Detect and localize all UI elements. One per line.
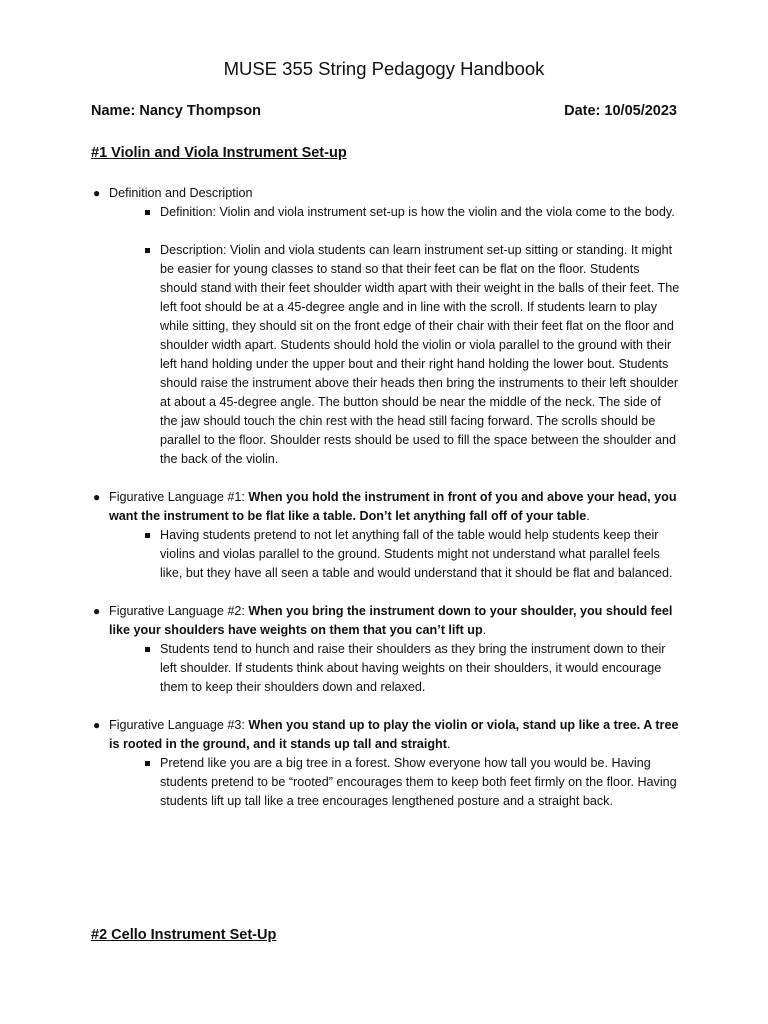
explanation-text: Having students pretend to not let anything fall of the table would help students keep their violins and violas parallel to the ground. Students might not understand what parallel feels like, but they have all seen a table and would understand that it should be flat and balanced. <box>160 528 673 580</box>
sub-item-description <box>109 241 680 469</box>
list-item-definition-description <box>91 184 680 469</box>
figurative-quote: When you hold the instrument in front of you and above your head, you want the instrument to be flat like a table. Don’t let anything fall off of your table <box>109 490 677 523</box>
explanation-text: Students tend to hunch and raise their shoulders as they bring the instrument down to their left shoulder. If students think about having weights on their shoulders, it would encourage them to keep their shoulders down and relaxed. <box>160 642 666 694</box>
square-bullet-icon <box>145 647 150 652</box>
sub-item-explanation <box>109 526 680 583</box>
square-bullet-icon <box>145 761 150 766</box>
figurative-end: . <box>446 737 451 751</box>
figurative-end: . <box>586 509 590 523</box>
figurative-quote: When you stand up to play the violin or viola, stand up like a tree. A tree is rooted in the ground, and it stands up tall and straight <box>109 718 679 751</box>
description-text: Description: Violin and viola students can learn instrument set-up sitting or standing. It might be easier for young classes to stand so that their feet can be flat on the floor. Students should stand with their feet shoulder width apart with their weight in the balls of their feet. The left foot should be at a 45-degree angle and in line with the scroll. If students learn to play while sitting, they should sit on the front edge of their chair with their feet flat on the floor and shoulder width apart. Students should hold the violin or viola parallel to the ground with their left hand holding under the upper bout and their right hand holding the lower bout. Students should raise the instrument above their heads then bring the instruments to their left shoulder at about a 45-degree angle. The button should be near the middle of the neck. The side of the jaw should touch the chin rest with the head still facing forward. The scrolls should be parallel to the floor. Shoulder rests should be used to fill the space between the shoulder and the back of the violin. <box>160 243 680 466</box>
section-outline <box>91 184 680 811</box>
bullet-dot-icon: ● <box>93 604 101 618</box>
bullet-dot-icon: ● <box>93 186 101 200</box>
list-item-figurative-2 <box>91 602 680 697</box>
section-heading-cello: #2 Cello Instrument Set-Up <box>91 927 277 943</box>
document-date: Date: 10/05/2023 <box>564 103 677 119</box>
figurative-label: Figurative Language #3: <box>109 718 249 732</box>
bullet-label: Definition and Description <box>109 186 253 200</box>
sub-item-explanation <box>109 640 680 697</box>
bullet-dot-icon: ● <box>93 490 101 504</box>
figurative-quote: When you bring the instrument down to your shoulder, you should feel like your shoulders have weights on them that you can’t lift up <box>109 604 673 637</box>
meta-row <box>91 102 677 120</box>
list-item-figurative-1 <box>91 488 680 583</box>
document-title: MUSE 355 String Pedagogy Handbook <box>223 58 545 79</box>
square-bullet-icon <box>145 248 150 253</box>
explanation-text: Pretend like you are a big tree in a forest. Show everyone how tall you would be. Having students pretend to be “rooted” encourages them to keep both feet firmly on the floor. Having students lift up tall like a tree encourages lengthened posture and a straight back. <box>160 756 677 808</box>
square-bullet-icon <box>145 210 150 215</box>
section-heading-violin-viola: #1 Violin and Viola Instrument Set-up <box>91 145 347 161</box>
bullet-dot-icon: ● <box>93 718 101 732</box>
sub-item-explanation <box>109 754 680 811</box>
list-item-figurative-3 <box>91 716 680 811</box>
sub-item-definition <box>109 203 680 222</box>
figurative-label: Figurative Language #2: <box>109 604 249 618</box>
figurative-end: . <box>482 623 487 637</box>
student-name: Name: Nancy Thompson <box>91 103 261 119</box>
figurative-label: Figurative Language #1: <box>109 490 249 504</box>
definition-text: Definition: Violin and viola instrument set-up is how the violin and the viola come to the body. <box>160 205 675 219</box>
square-bullet-icon <box>145 533 150 538</box>
